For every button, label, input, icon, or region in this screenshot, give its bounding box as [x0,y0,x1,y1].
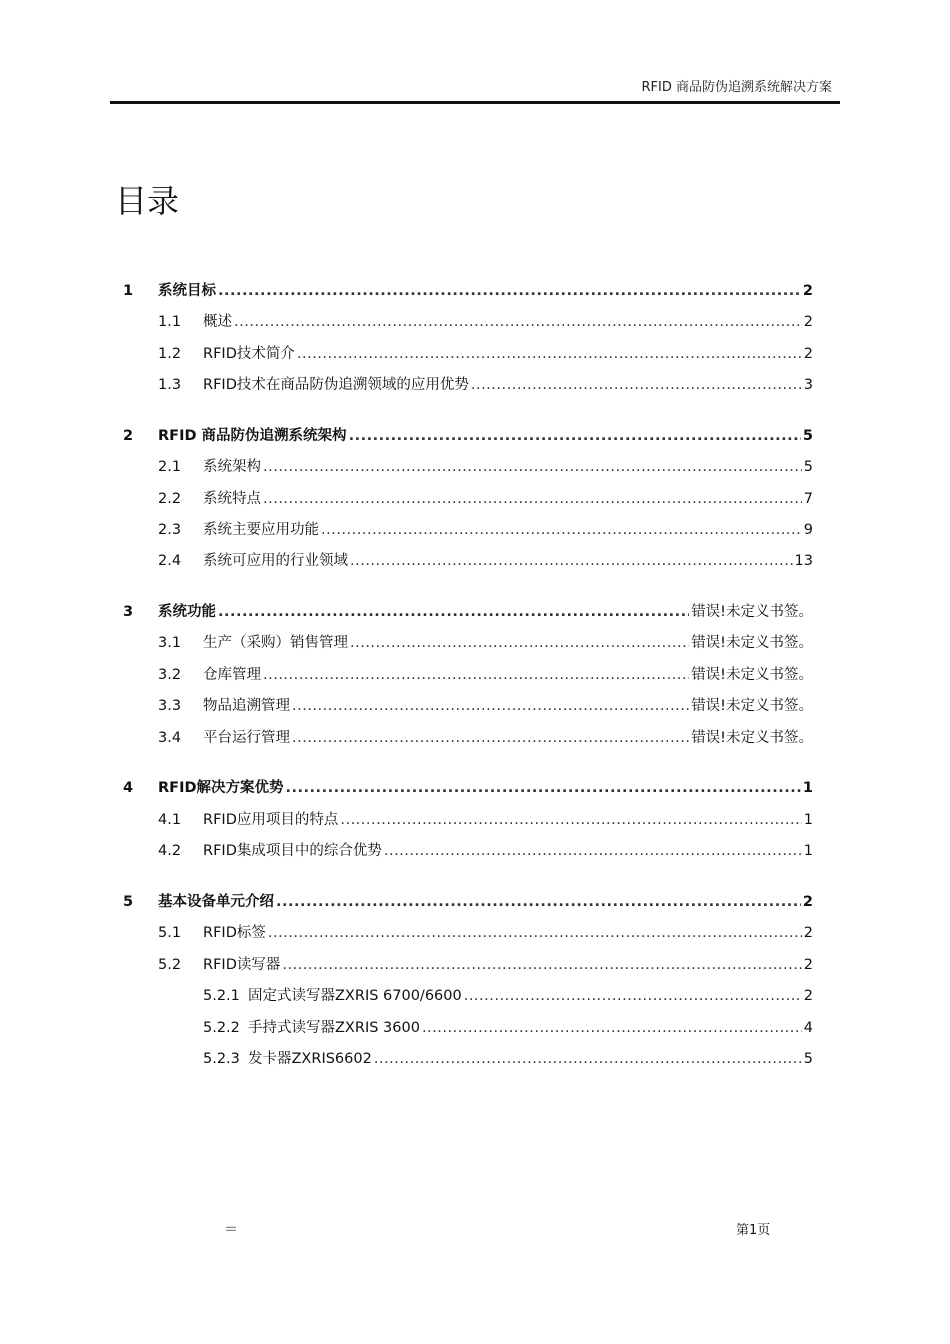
toc-entry-number: 5 [123,894,134,910]
toc-entry-label: 系统可应用的行业领域 [203,553,348,569]
toc-entry-number: 5.2.1 [203,988,240,1004]
toc-dot-leader [374,1051,802,1067]
toc-entry[interactable] [203,1047,813,1068]
toc-entry-number: 4.2 [158,843,182,859]
toc-entry-number: 3.1 [158,635,182,651]
toc-entry-label: 生产（采购）销售管理 [203,635,348,651]
toc-entry-label: 系统目标 [158,283,216,299]
toc-entry[interactable] [158,373,813,394]
toc-entry-page: 1 [803,843,813,859]
toc-entry[interactable] [158,808,813,829]
toc-entry-page: 2 [803,925,813,941]
toc-entry[interactable] [123,424,813,445]
toc-entry[interactable] [158,310,813,331]
toc-entry-label: 平台运行管理 [203,730,290,746]
toc-dot-leader [282,957,801,973]
toc-entry[interactable] [158,549,813,570]
toc-entry-page: 2 [803,957,813,973]
toc-dot-leader [321,522,802,538]
toc-entry[interactable] [158,342,813,363]
toc-entry-page: 错误!未定义书签。 [691,730,813,746]
toc-entry[interactable] [123,600,813,621]
toc-entry[interactable] [203,984,813,1005]
toc-entry[interactable] [158,631,813,652]
toc-entry-label: 发卡器ZXRIS6602 [248,1051,372,1067]
toc-dot-leader [297,346,802,362]
toc-entry-label: RFID 商品防伪追溯系统架构 [158,428,347,444]
toc-entry-page: 1 [802,780,813,796]
toc-entry-label: RFID技术在商品防伪追溯领域的应用优势 [203,377,469,393]
toc-entry-label: 概述 [203,314,232,330]
toc-entry-page: 2 [802,283,813,299]
toc-dot-leader [218,604,689,620]
toc-entry[interactable] [158,921,813,942]
toc-entry-number: 2.3 [158,522,182,538]
toc-entry-page: 1 [803,812,813,828]
toc-dot-leader [350,635,689,651]
toc-dot-leader [286,780,801,796]
toc-entry[interactable] [158,694,813,715]
toc-entry-number: 4.1 [158,812,182,828]
toc-entry-label: 系统架构 [203,459,261,475]
toc-entry-label: RFID集成项目中的综合优势 [203,843,382,859]
header-divider [110,101,840,104]
toc-entry-page: 7 [803,491,813,507]
toc-entry-number: 2.4 [158,553,182,569]
toc-entry[interactable] [158,663,813,684]
toc-entry-page: 5 [803,1051,813,1067]
toc-dot-leader [471,377,802,393]
toc-entry[interactable] [123,776,813,797]
toc-entry[interactable] [158,839,813,860]
toc-entry-page: 错误!未定义书签。 [691,698,813,714]
toc-entry-label: RFID应用项目的特点 [203,812,339,828]
toc-entry-number: 2.2 [158,491,182,507]
toc-dot-leader [234,314,802,330]
toc-entry-page: 5 [802,428,813,444]
toc-entry[interactable] [123,279,813,300]
toc-entry-number: 3.3 [158,698,182,714]
toc-entry[interactable] [158,487,813,508]
toc-entry-number: 2 [123,428,134,444]
toc-entry-number: 3.2 [158,667,182,683]
toc-entry-number: 5.1 [158,925,182,941]
toc-dot-leader [350,553,793,569]
toc-entry-page: 2 [803,314,813,330]
toc-entry[interactable] [158,518,813,539]
toc-entry-page: 错误!未定义书签。 [691,667,813,683]
toc-entry-page: 2 [802,894,813,910]
toc-entry-label: 基本设备单元介绍 [158,894,274,910]
toc-entry-number: 3.4 [158,730,182,746]
toc-entry[interactable] [158,953,813,974]
toc-entry-label: 物品追溯管理 [203,698,290,714]
page-number: 第1页 [736,1223,771,1238]
toc-entry[interactable] [158,726,813,747]
toc-dot-leader [218,283,801,299]
toc-dot-leader [263,667,689,683]
toc-entry-label: 仓库管理 [203,667,261,683]
toc-entry-number: 1.2 [158,346,182,362]
toc-dot-leader [276,894,801,910]
toc-entry-label: 固定式读写器ZXRIS 6700/6600 [248,988,462,1004]
toc-entry-label: 系统主要应用功能 [203,522,319,538]
toc-dot-leader [464,988,802,1004]
toc-entry-number: 3 [123,604,134,620]
toc-entry-page: 2 [803,988,813,1004]
toc-entry-page: 3 [803,377,813,393]
toc-entry-number: 5.2 [158,957,182,973]
toc-entry-page: 13 [794,553,813,569]
toc-entry-label: RFID解决方案优势 [158,780,284,796]
toc-entry-page: 错误!未定义书签。 [691,604,813,620]
toc-entry[interactable] [203,1016,813,1037]
toc-entry-page: 错误!未定义书签。 [691,635,813,651]
toc-dot-leader [349,428,801,444]
toc-title: 目录 [115,182,180,220]
toc-entry-label: 系统功能 [158,604,216,620]
toc-entry-number: 5.2.2 [203,1020,240,1036]
toc-entry-page: 4 [803,1020,813,1036]
footer-mark: ＝ [224,1222,238,1238]
toc-entry-page: 2 [803,346,813,362]
toc-entry-label: RFID标签 [203,925,266,941]
toc-entry-number: 1 [123,283,134,299]
toc-entry-number: 1.3 [158,377,182,393]
toc-entry-page: 5 [803,459,813,475]
toc-entry-page: 9 [803,522,813,538]
toc-dot-leader [292,698,689,714]
toc-entry-label: RFID技术简介 [203,346,295,362]
toc-entry-label: 系统特点 [203,491,261,507]
toc-entry-number: 1.1 [158,314,182,330]
running-header-title: RFID 商品防伪追溯系统解决方案 [641,80,832,95]
toc-dot-leader [292,730,689,746]
toc-dot-leader [422,1020,802,1036]
toc-dot-leader [263,491,802,507]
toc-entry-label: 手持式读写器ZXRIS 3600 [248,1020,420,1036]
toc-entry-number: 4 [123,780,134,796]
toc-entry-number: 2.1 [158,459,182,475]
toc-entry[interactable] [158,455,813,476]
toc-entry-number: 5.2.3 [203,1051,240,1067]
toc-dot-leader [263,459,802,475]
toc-dot-leader [340,812,801,828]
toc-entry-label: RFID读写器 [203,957,281,973]
toc-dot-leader [268,925,802,941]
toc-entry[interactable] [123,890,813,911]
toc-dot-leader [384,843,802,859]
